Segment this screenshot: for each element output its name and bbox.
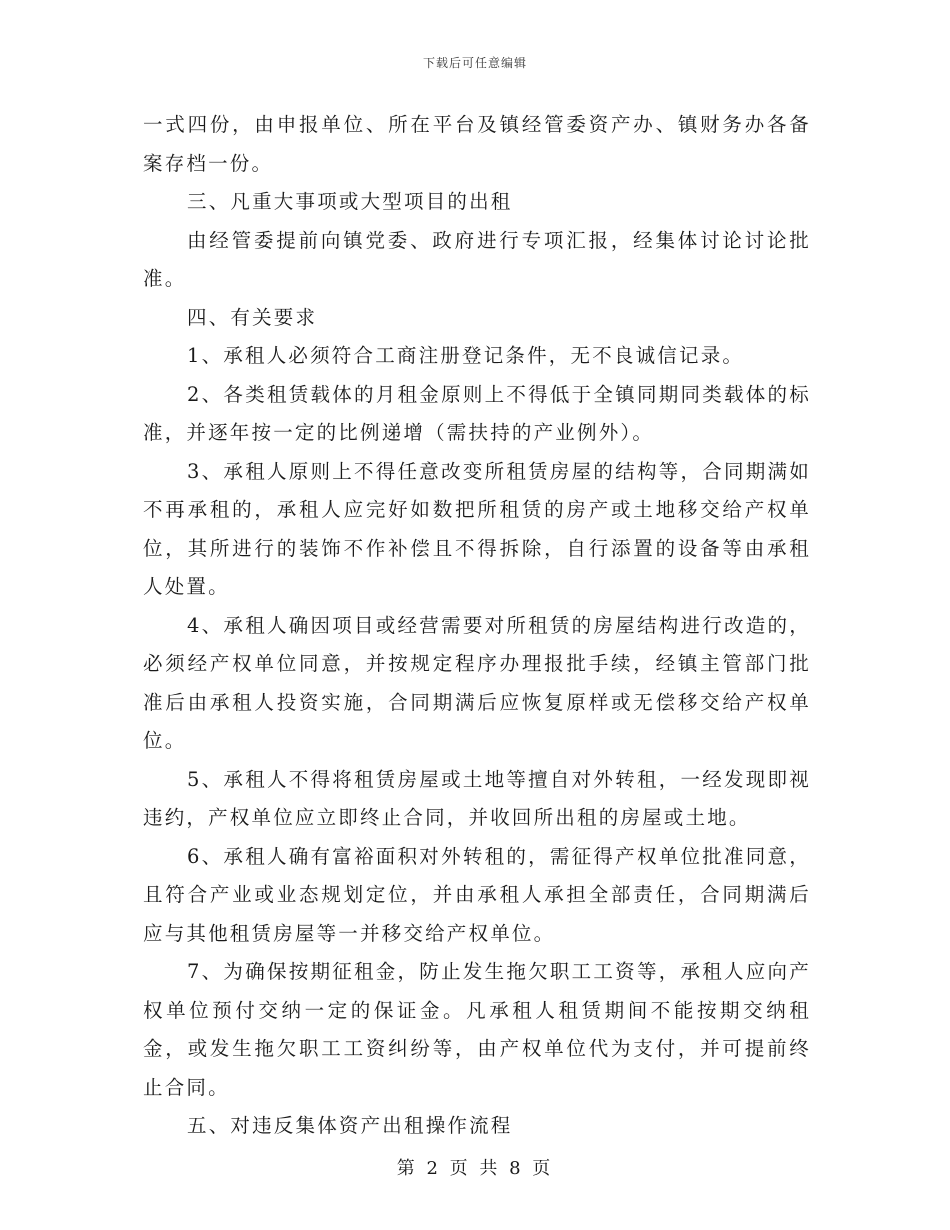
section-heading-4: 四、有关要求	[187, 305, 318, 329]
document-body	[143, 106, 811, 1146]
requirement-2: 2、各类租赁载体的月租金原则上不得低于全镇同期同类载体的标准，并逐年按一定的比例递增（需扶持的产业例外）。	[143, 382, 811, 444]
requirement-1: 1、承租人必须符合工商注册登记条件，无不良诚信记录。	[187, 344, 745, 367]
section-heading-3: 三、凡重大事项或大型项目的出租	[187, 190, 513, 213]
paragraph-1: 一式四份，由申报单位、所在平台及镇经管委资产办、镇财务办各备案存档一份。	[143, 113, 811, 175]
requirement-5: 5、承租人不得将租赁房屋或土地等擅自对外转租，一经发现即视违约，产权单位应立即终止合同，并收回所出租的房屋或土地。	[143, 767, 811, 829]
section-heading-5: 五、对违反集体资产出租操作流程	[187, 1114, 513, 1137]
header-note: 下载后可任意编辑	[422, 56, 527, 70]
page-footer: 第 2 页 共 8 页	[396, 1158, 554, 1179]
requirement-7: 7、为确保按期征租金，防止发生拖欠职工工资等，承租人应向产权单位预付交纳一定的保证金。凡承租人租赁期间不能按期交纳租金，或发生拖欠职工工资纠纷等，由产权单位代为支付，并可提前终止合同。	[143, 960, 811, 1099]
requirement-3: 3、承租人原则上不得任意改变所租赁房屋的结构等，合同期满如不再承租的，承租人应完好如数把所租赁的房产或土地移交给产权单位，其所进行的装饰不作补偿且不得拆除，自行添置的设备等由承租人处置。	[143, 459, 811, 598]
requirement-4: 4、承租人确因项目或经营需要对所租赁的房屋结构进行改造的，必须经产权单位同意，并按规定程序办理报批手续，经镇主管部门批准后由承租人投资实施，合同期满后应恢复原样或无偿移交给产权单位。	[143, 613, 811, 752]
requirement-6: 6、承租人确有富裕面积对外转租的，需征得产权单位批准同意，且符合产业或业态规划定位，并由承租人承担全部责任，合同期满后应与其他租赁房屋等一并移交给产权单位。	[143, 844, 811, 945]
paragraph-2: 由经管委提前向镇党委、政府进行专项汇报，经集体讨论讨论批准。	[143, 228, 811, 290]
